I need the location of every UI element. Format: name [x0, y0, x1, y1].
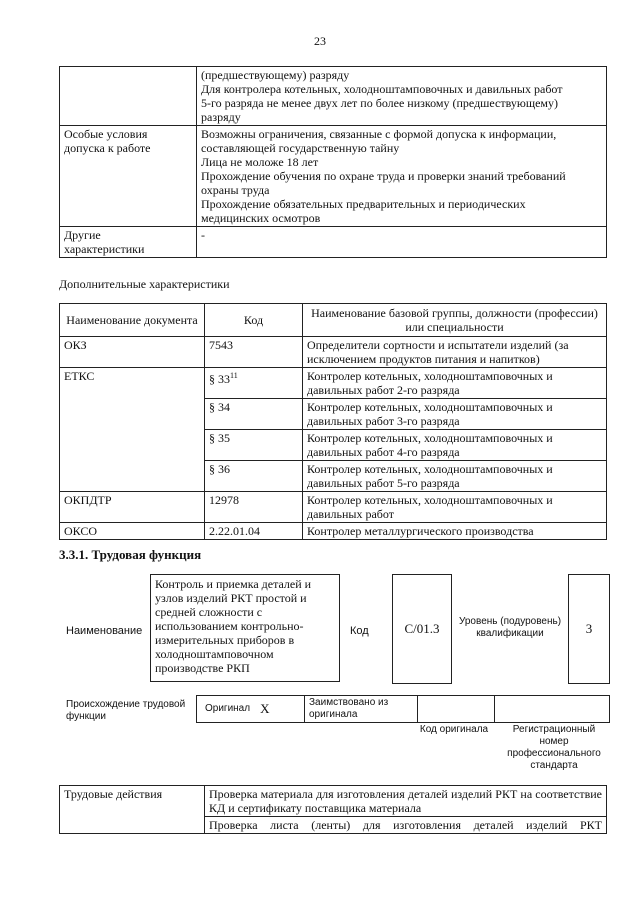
label-line: Другие	[64, 228, 101, 242]
text-line: Прохождение обязательных предварительных и периодических	[201, 197, 526, 211]
code-box	[392, 574, 452, 684]
action-cell: Проверка листа (ленты) для изготовления деталей изделий РКТ	[205, 817, 607, 834]
registration-caption: Регистрационный номер профессионального стандарта	[507, 724, 601, 771]
row-label	[60, 126, 197, 227]
table-row	[60, 337, 607, 368]
text-line: Прохождение обучения по охране труда и проверки знаний требований	[201, 169, 566, 183]
action-cell: Проверка материала для изготовления деталей изделий РКТ на соответствие КД и сертификату поставщика материала	[205, 786, 607, 817]
table-row	[60, 126, 607, 227]
doc-cell: ОКЗ	[60, 337, 205, 368]
function-heading: 3.3.1. Трудовая функция	[59, 547, 202, 562]
code-cell	[205, 368, 303, 399]
name-line: измерительных приборов в	[155, 633, 295, 647]
table-row	[60, 67, 607, 126]
name-line: Контроль и приемка деталей и	[155, 577, 312, 591]
table-row	[60, 227, 607, 258]
column-header: Наименование документа	[60, 304, 205, 337]
origin-label: Происхождение трудовой функции	[66, 699, 186, 722]
name-line: производстве РКП	[155, 661, 250, 675]
origin-row	[196, 695, 610, 723]
text-line: составляющей государственную тайну	[201, 141, 400, 155]
name-cell: Контролер металлургического производства	[303, 523, 607, 540]
code-cell: 7543	[205, 337, 303, 368]
text-line: 5-го разряда не менее двух лет по более низкому (предшествующему)	[201, 96, 558, 110]
table-header-row	[60, 304, 607, 337]
code-sup: 11	[230, 371, 238, 380]
original-mark: X	[260, 701, 270, 716]
code-cell: § 36	[205, 461, 303, 492]
name-cell: Контролер котельных, холодноштамповочных и давильных работ	[303, 492, 607, 523]
table-row	[60, 523, 607, 540]
name-cell: Определители сортности и испытатели изделий (за исключением продуктов питания и напитков)	[303, 337, 607, 368]
original-label: Оригинал	[205, 703, 251, 714]
code-label: Код	[350, 625, 369, 637]
name-line: использованием контрольно-	[155, 619, 304, 633]
row-label	[60, 227, 197, 258]
table-row	[60, 786, 607, 817]
name-cell: Контролер котельных, холодноштамповочных и давильных работ 2-го разряда	[303, 368, 607, 399]
code-text: § 33	[209, 372, 230, 386]
text-line: охраны труда	[201, 183, 270, 197]
table-cell: -	[197, 227, 607, 258]
code-original-caption: Код оригинала	[419, 724, 489, 735]
text-line: Для контролера котельных, холодноштамповочных и давильных работ	[201, 82, 563, 96]
level-box	[568, 574, 610, 684]
borrowed-label: Заимствовано из оригинала	[309, 697, 389, 720]
additional-table	[59, 303, 607, 540]
code-original-cell	[417, 696, 495, 722]
level-label: Уровень (подуровень) квалификации	[458, 616, 562, 639]
doc-cell: ОКСО	[60, 523, 205, 540]
code-cell: 12978	[205, 492, 303, 523]
original-cell	[197, 696, 305, 722]
actions-label: Трудовые действия	[60, 786, 205, 834]
label-line: допуска к работе	[64, 141, 151, 155]
function-name-box	[150, 574, 340, 682]
name-cell: Контролер котельных, холодноштамповочных и давильных работ 5-го разряда	[303, 461, 607, 492]
name-cell: Контролер котельных, холодноштамповочных и давильных работ 4-го разряда	[303, 430, 607, 461]
code-cell: § 35	[205, 430, 303, 461]
code-cell: 2.22.01.04	[205, 523, 303, 540]
code-cell: § 34	[205, 399, 303, 430]
doc-cell: ЕТКС	[60, 368, 205, 492]
table-cell	[60, 67, 197, 126]
name-label: Наименование	[66, 625, 143, 637]
doc-cell: ОКПДТР	[60, 492, 205, 523]
text-line: Возможны ограничения, связанные с формой допуска к информации,	[201, 127, 557, 141]
text-line: (предшествующему) разряду	[201, 68, 350, 82]
page-number: 23	[314, 34, 326, 48]
name-line: холодноштамповочном	[155, 647, 274, 661]
text-line: медицинских осмотров	[201, 211, 321, 225]
name-line: узлов изделий РКТ простой и	[155, 591, 307, 605]
label-line: Особые условия	[64, 127, 148, 141]
table-cell	[197, 67, 607, 126]
actions-table	[59, 785, 607, 834]
table-row	[60, 492, 607, 523]
text-line: Лица не моложе 18 лет	[201, 155, 319, 169]
label-line: характеристики	[64, 242, 145, 256]
code-value: С/01.3	[404, 621, 440, 636]
section-title: Дополнительные характеристики	[59, 277, 230, 291]
text-line: разряду	[201, 110, 241, 124]
name-cell: Контролер котельных, холодноштамповочных и давильных работ 3-го разряда	[303, 399, 607, 430]
name-line: средней сложности с	[155, 605, 263, 619]
table-cell	[197, 126, 607, 227]
column-header: Код	[205, 304, 303, 337]
column-header: Наименование базовой группы, должности (профессии) или специальности	[303, 304, 607, 337]
requirements-table	[59, 66, 607, 258]
table-row	[60, 368, 607, 399]
level-value: 3	[585, 621, 593, 636]
